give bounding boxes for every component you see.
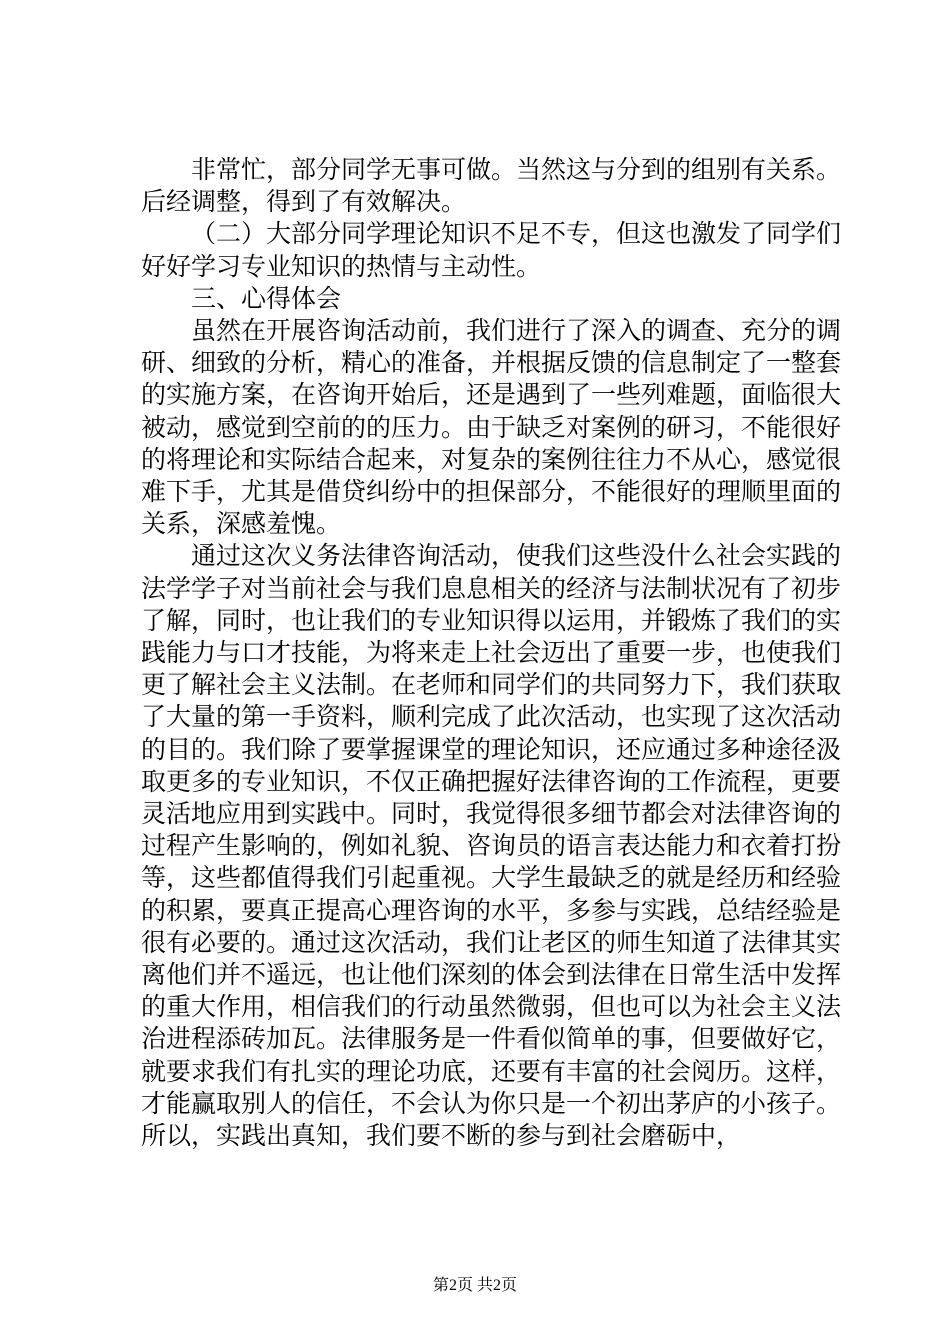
section-heading-reflections: 三、心得体会	[191, 283, 342, 313]
paragraph-summary: 通过这次义务法律咨询活动，使我们这些没什么社会实践的法学学子对当前社会与我们息息相关的经济与法制状况有了初步了解，同时，也让我们的专业知识得以运用，并锻炼了我们的实践能力与口才技能，为将来走上社会迈出了重要一步，也使我们更了解社会主义法制。在老师和同学们的共同努力下，我们获取了大量的第一手资料，顺利完成了此次活动，也实现了这次活动的目的。我们除了要掌握课堂的理论知识，还应通过多种途径汲取更多的专业知识，不仅正确把握好法律咨询的工作流程，更要灵活地应用到实践中。同时，我觉得很多细节都会对法律咨询的过程产生影响的，例如礼貌、咨询员的语言表达能力和衣着打扮等，这些都值得我们引起重视。大学生最缺乏的就是经历和经验的积累，要真正提高心理咨询的水平，多参与实践，总结经验是很有必要的。通过这次活动，我们让老区的师生知道了法律其实离他们并不遥远，也让他们深刻的体会到法律在日常生活中发挥的重大作用，相信我们的行动虽然微弱，但也可以为社会主义法治进程添砖加瓦。法律服务是一件看似简单的事，但要做好它，就要求我们有扎实的理论功底，还要有丰富的社会阅历。这样，才能赢取别人的信任，不会认为你只是一个初出茅庐的小孩子。所以，实践出真知，我们要不断的参与到社会磨砺中，	[141, 541, 842, 1151]
paragraph-point-two: （二）大部分同学理论知识不足不专，但这也激发了同学们好好学习专业知识的热情与主动性。	[141, 219, 842, 281]
paragraph-difficulties: 虽然在开展咨询活动前，我们进行了深入的调查、充分的调研、细致的分析，精心的准备，并根据反馈的信息制定了一整套的实施方案，在咨询开始后，还是遇到了一些列难题，面临很大被动，感觉到空前的的压力。由于缺乏对案例的研习，不能很好的将理论和实际结合起来，对复杂的案例往往力不从心，感觉很难下手，尤其是借贷纠纷中的担保部分，不能很好的理顺里面的关系，深感羞愧。	[141, 316, 842, 539]
document-body	[141, 154, 841, 1152]
page-number-footer: 第2页 共2页	[432, 1277, 517, 1294]
paragraph-continuation: 非常忙，部分同学无事可做。当然这与分到的组别有关系。后经调整，得到了有效解决。	[141, 155, 842, 217]
